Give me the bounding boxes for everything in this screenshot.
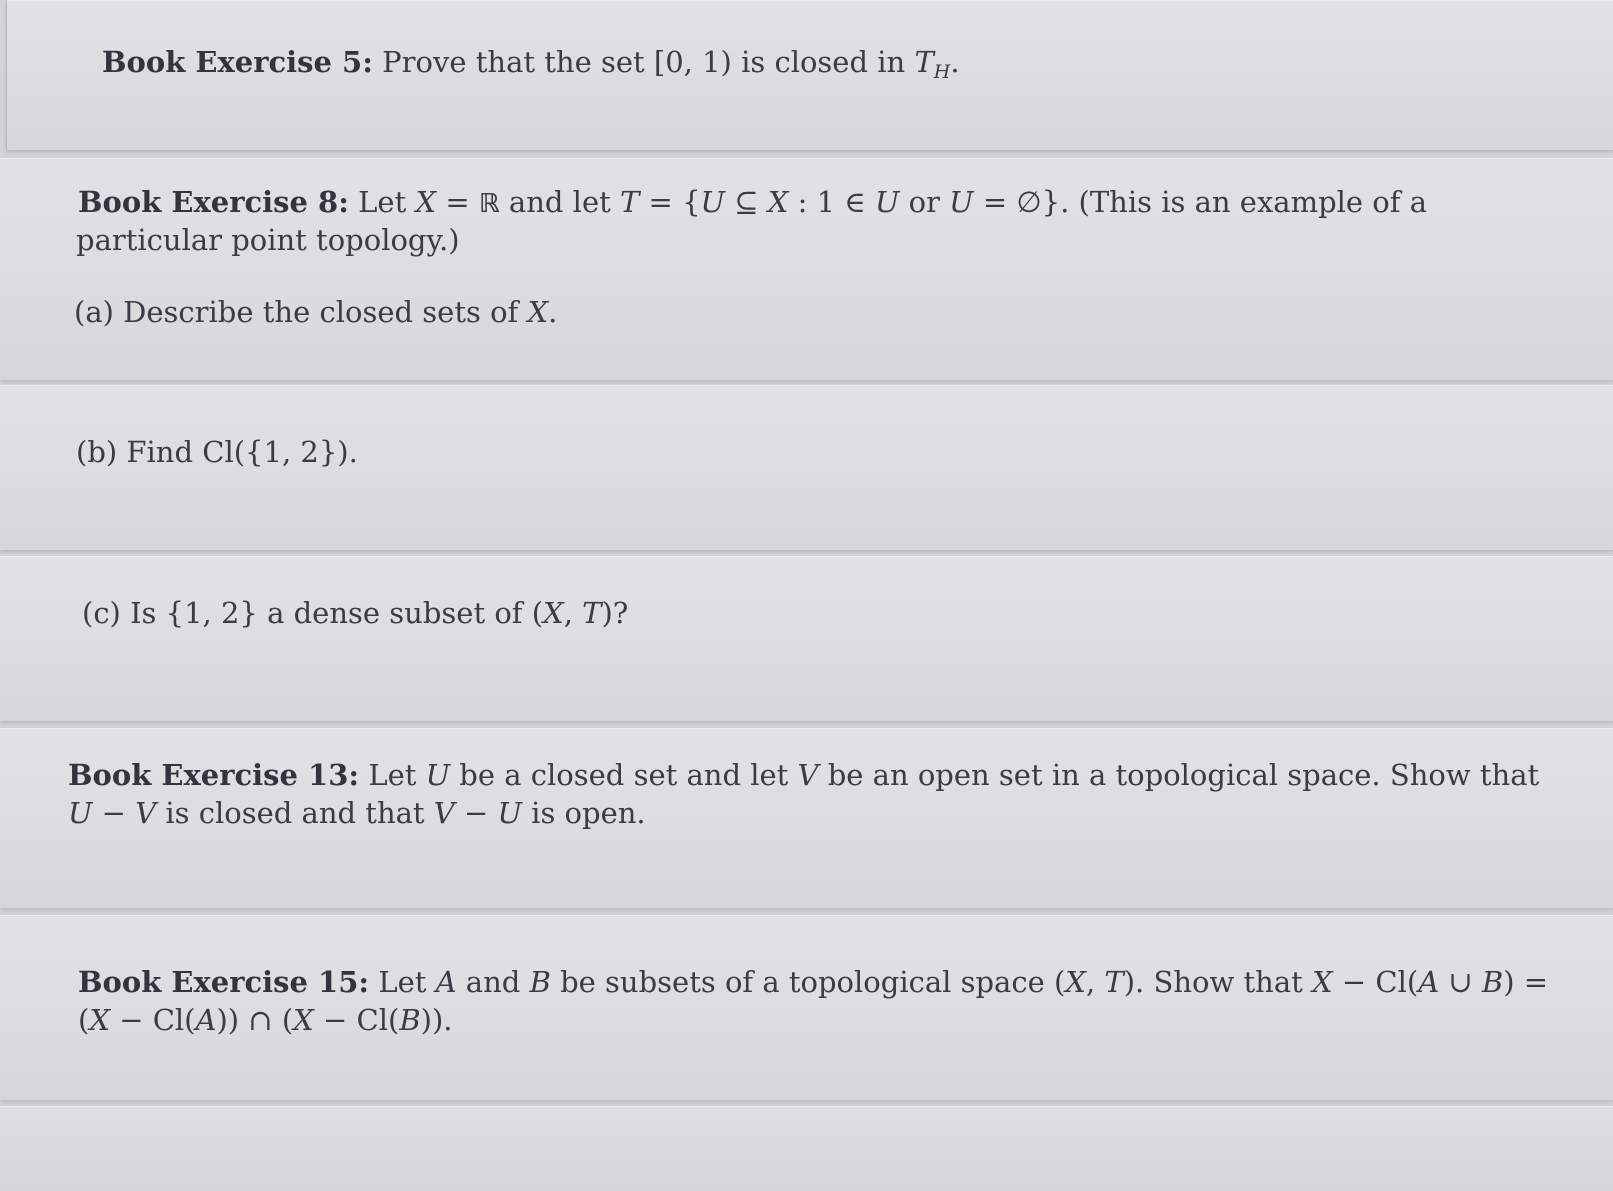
var-b: B — [529, 965, 551, 999]
var-t: T — [582, 596, 602, 630]
text: is open. — [521, 796, 646, 830]
exercise-5 — [102, 44, 960, 90]
text: = — [436, 185, 479, 219]
var-b: B — [399, 1003, 421, 1037]
topology-subscript: H — [933, 61, 951, 83]
var-u: U — [700, 185, 725, 219]
text: be an open set in a topological space. Show that — [818, 758, 1540, 792]
text: ∪ — [1439, 965, 1482, 999]
topology-symbol: T — [914, 45, 934, 79]
exercise-15-heading: Book Exercise 15: — [78, 965, 370, 999]
text: is closed and that — [156, 796, 434, 830]
exercise-15-line-2 — [78, 1002, 452, 1038]
text: Let — [368, 758, 426, 792]
text: )) ∩ ( — [216, 1003, 294, 1037]
exercise-8-heading: Book Exercise 8: — [78, 185, 349, 219]
var-t: T — [1104, 965, 1124, 999]
exercise-13-line-2 — [68, 795, 646, 831]
var-v: V — [433, 796, 455, 830]
var-t: T — [620, 185, 640, 219]
text: )). — [420, 1003, 453, 1037]
exercise-15-line-1 — [78, 964, 1548, 1000]
exercise-5-heading: Book Exercise 5: — [102, 45, 373, 79]
text: ( — [78, 1003, 90, 1037]
var-x: X — [527, 295, 549, 329]
text: − Cl( — [109, 1003, 196, 1037]
exercise-5-text: Prove that the set [0, 1) is closed in — [382, 45, 915, 79]
text: = ∅}. (This is an example of a — [973, 185, 1428, 219]
var-v: V — [797, 758, 819, 792]
text: be subsets of a topological space ( — [550, 965, 1066, 999]
var-a: A — [195, 1003, 217, 1037]
text: ⊆ — [724, 185, 768, 219]
text: : 1 ∈ — [788, 185, 875, 219]
var-u: U — [68, 796, 93, 830]
var-a: A — [1418, 965, 1440, 999]
paper-strip-4 — [0, 556, 1613, 721]
text: , — [563, 596, 583, 630]
exercise-8-line-1 — [78, 184, 1427, 222]
var-u: U — [874, 185, 900, 219]
var-x: X — [1312, 965, 1333, 999]
var-x: X — [767, 185, 789, 219]
text: Let — [378, 965, 436, 999]
text: ). Show that — [1123, 965, 1313, 999]
text: − Cl( — [313, 1003, 400, 1037]
period: . — [950, 45, 960, 79]
text: (c) Is {1, 2} a dense subset of ( — [82, 596, 544, 630]
text: )? — [601, 596, 629, 630]
text: ) = — [1503, 965, 1549, 999]
text: − Cl( — [1332, 965, 1419, 999]
var-x: X — [415, 185, 437, 219]
text: Let — [358, 185, 416, 219]
reals-symbol: ℝ — [478, 189, 500, 219]
var-x: X — [1065, 965, 1086, 999]
var-x: X — [293, 1003, 314, 1037]
text: be a closed set and let — [450, 758, 798, 792]
exercise-8-part-a — [74, 294, 557, 330]
text: and let — [499, 185, 620, 219]
exercise-13-line-1 — [68, 757, 1539, 793]
exercise-13-heading: Book Exercise 13: — [68, 758, 360, 792]
var-u: U — [497, 796, 522, 830]
text: and — [456, 965, 530, 999]
var-v: V — [135, 796, 157, 830]
paper-strip-7 — [0, 1106, 1613, 1191]
text: = { — [639, 185, 701, 219]
text: − — [92, 796, 136, 830]
var-u: U — [425, 758, 451, 792]
text: (a) Describe the closed sets of — [74, 295, 528, 329]
text: , — [1085, 965, 1105, 999]
var-x: X — [543, 596, 564, 630]
period: . — [548, 295, 558, 329]
text: − — [454, 796, 498, 830]
exercise-8-part-b: (b) Find Cl({1, 2}). — [76, 435, 358, 469]
text: or — [899, 185, 950, 219]
var-x: X — [89, 1003, 110, 1037]
var-a: A — [435, 965, 457, 999]
var-u: U — [949, 185, 974, 219]
exercise-8-line-2: particular point topology.) — [76, 223, 460, 257]
var-b: B — [1481, 965, 1504, 999]
exercise-8-part-c — [82, 595, 628, 631]
